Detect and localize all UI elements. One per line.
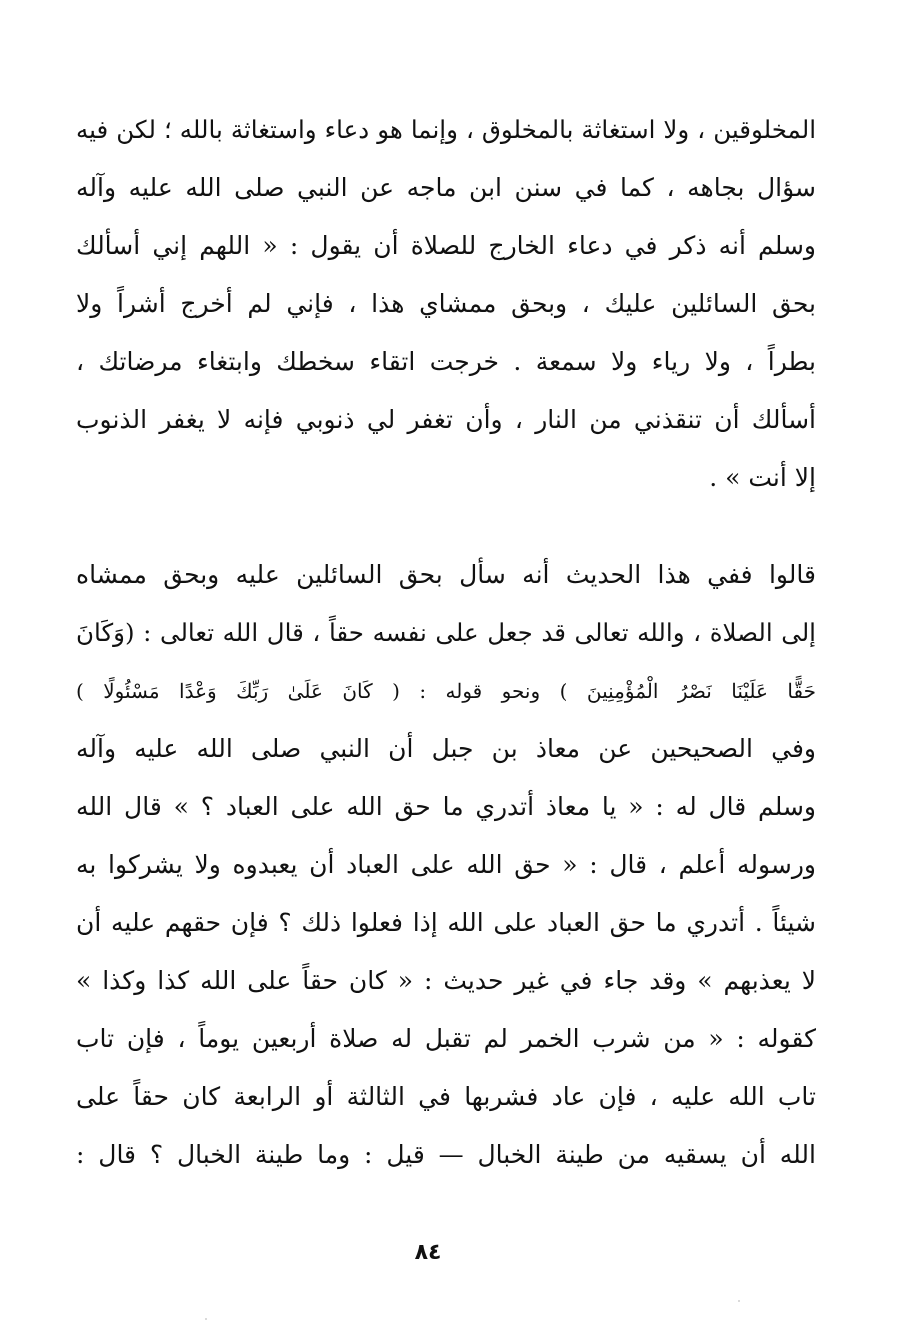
text-line: وسلم أنه ذكر في دعاء الخارج للصلاة أن يقول : « اللهم إني أسألك bbox=[76, 231, 816, 260]
text-line: وفي الصحيحين عن معاذ بن جبل أن النبي صلى الله عليه وآله bbox=[76, 734, 816, 763]
paragraph-2 bbox=[76, 546, 816, 1184]
text-line: شيئاً . أتدري ما حق العباد على الله إذا فعلوا ذلك ؟ فإن حقهم عليه أن bbox=[76, 908, 816, 937]
text-line: قالوا ففي هذا الحديث أنه سأل بحق السائلين عليه وبحق ممشاه bbox=[76, 560, 816, 589]
scan-speck bbox=[205, 1318, 207, 1320]
text-line: لا يعذبهم » وقد جاء في غير حديث : « كان حقاً على الله كذا وكذا » bbox=[76, 966, 816, 995]
text-line: ورسوله أعلم ، قال : « حق الله على العباد أن يعبدوه ولا يشركوا به bbox=[76, 850, 816, 879]
text-line: كقوله : « من شرب الخمر لم تقبل له صلاة أربعين يوماً ، فإن تاب bbox=[76, 1024, 816, 1053]
quran-verse-line: حَقًّا عَلَيْنَا نَصْرُ الْمُؤْمِنِينَ ) ونحو قوله : ( كَانَ عَلَىٰ رَبِّكَ وَعْدًا مَسْئُولًا ) bbox=[76, 679, 816, 703]
paragraph-1 bbox=[76, 101, 816, 507]
text-line: إلى الصلاة ، والله تعالى قد جعل على نفسه حقاً ، قال الله تعالى : (وَكَانَ bbox=[76, 618, 816, 647]
page-number: ٨٤ bbox=[414, 1240, 442, 1265]
text-line: إلا أنت » . bbox=[709, 463, 816, 492]
text-line: تاب الله عليه ، فإن عاد فشربها في الثالثة أو الرابعة كان حقاً على bbox=[76, 1082, 816, 1111]
text-line: بطراً ، ولا رياء ولا سمعة . خرجت اتقاء سخطك وابتغاء مرضاتك ، bbox=[76, 347, 816, 376]
text-line: المخلوقين ، ولا استغاثة بالمخلوق ، وإنما هو دعاء واستغاثة بالله ؛ لكن فيه bbox=[76, 115, 816, 144]
text-line: أسألك أن تنقذني من النار ، وأن تغفر لي ذنوبي فإنه لا يغفر الذنوب bbox=[76, 405, 816, 434]
scan-speck bbox=[738, 1300, 740, 1302]
text-line: الله أن يسقيه من طينة الخبال — قيل : وما طينة الخبال ؟ قال : bbox=[76, 1140, 816, 1169]
text-line: بحق السائلين عليك ، وبحق ممشاي هذا ، فإني لم أخرج أشراً ولا bbox=[76, 289, 816, 318]
text-line: وسلم قال له : « يا معاذ أتدري ما حق الله على العباد ؟ » قال الله bbox=[76, 792, 816, 821]
text-line: سؤال بجاهه ، كما في سنن ابن ماجه عن النبي صلى الله عليه وآله bbox=[76, 173, 816, 202]
